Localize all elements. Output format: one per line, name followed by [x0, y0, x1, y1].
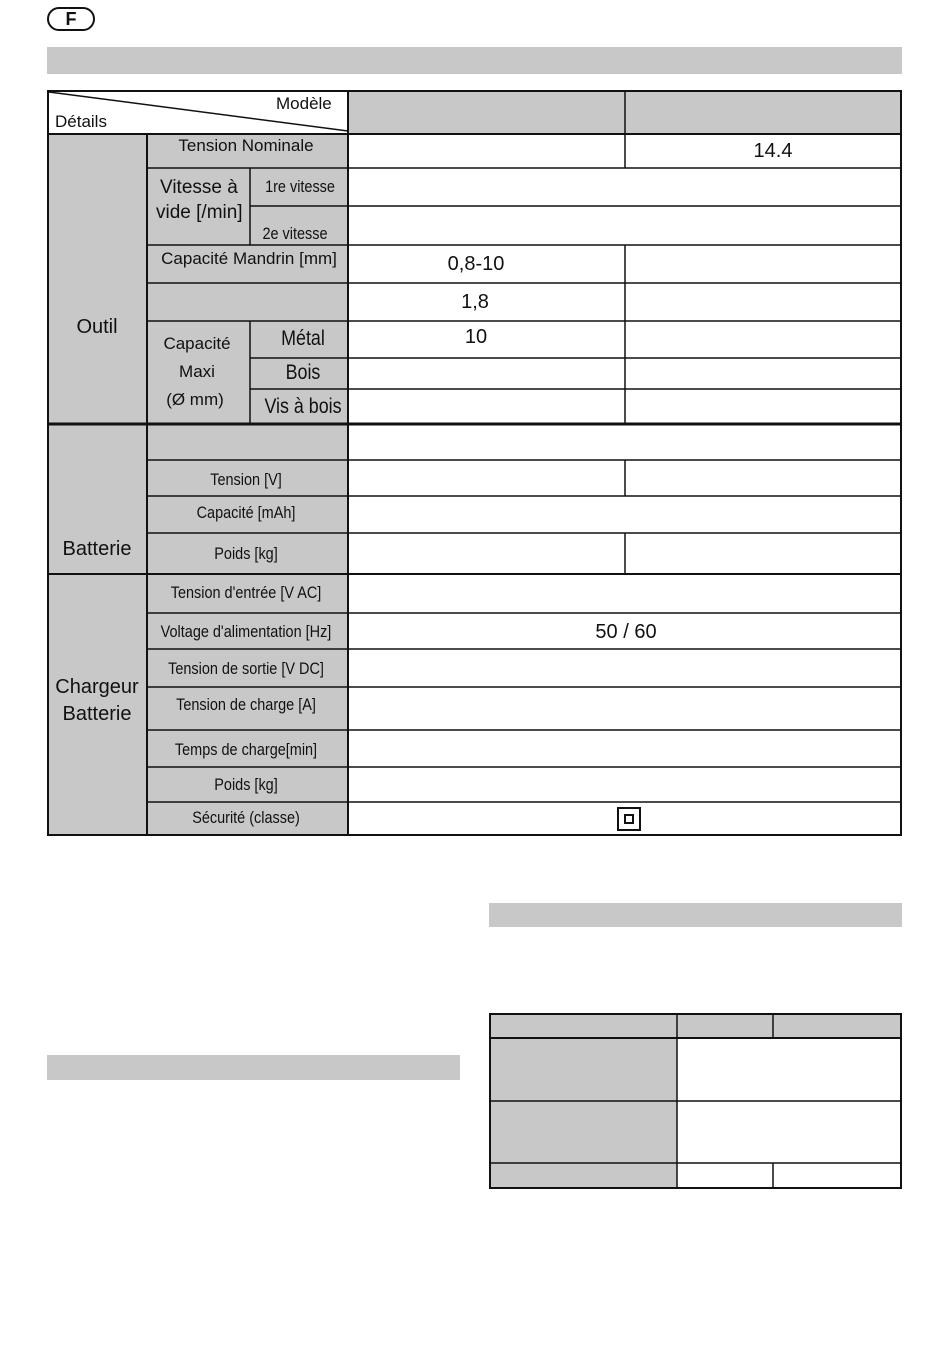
row-label-poids-batterie: Poids [kg]: [214, 544, 278, 563]
row-label-capacite-maxi-1: Capacité: [163, 334, 231, 353]
small-table-grid: [489, 1013, 902, 1189]
row-label-capacite-mah: Capacité [mAh]: [196, 503, 296, 522]
row-label-2e-vitesse: 2e vitesse: [262, 224, 328, 243]
group-label-chargeur-batterie: Batterie: [62, 703, 132, 725]
row-label-voltage-alimentation: Voltage d'alimentation [Hz]: [160, 622, 332, 641]
group-label-outil: Outil: [76, 316, 118, 338]
value-unlabeled-row: 1,8: [461, 291, 489, 313]
corner-details-label: Détails: [55, 112, 107, 131]
value-metal: 10: [464, 326, 488, 348]
corner-model-label: Modèle: [276, 94, 332, 113]
value-tension-nominale: 14.4: [753, 140, 793, 162]
section-header-bar-top: [47, 47, 902, 74]
group-label-batterie: Batterie: [62, 538, 132, 560]
row-label-temps-charge: Temps de charge[min]: [174, 740, 318, 759]
row-label-vitesse-2: vide [/min]: [156, 202, 243, 223]
row-label-tension-v: Tension [V]: [210, 470, 282, 489]
row-label-tension-entree: Tension d'entrée [V AC]: [170, 583, 322, 602]
small-table: [489, 1013, 902, 1189]
row-label-tension-sortie: Tension de sortie [V DC]: [168, 659, 324, 678]
row-label-tension-nominale: Tension Nominale: [178, 136, 314, 155]
row-label-vis-a-bois: Vis à bois: [264, 395, 342, 418]
row-label-vitesse-1: Vitesse à: [160, 177, 238, 198]
section-header-bar-right: [489, 903, 902, 927]
group-label-chargeur: Chargeur: [55, 676, 139, 698]
language-badge: F: [47, 7, 95, 31]
value-capacite-mandrin: 0,8-10: [447, 253, 505, 275]
row-label-1re-vitesse: 1re vitesse: [265, 177, 335, 196]
value-voltage-alimentation: 50 / 60: [595, 621, 657, 643]
row-label-bois: Bois: [285, 361, 321, 384]
row-label-poids-chargeur: Poids [kg]: [214, 775, 278, 794]
specifications-table: [47, 90, 902, 836]
row-label-capacite-maxi-3: (Ø mm): [166, 390, 224, 409]
double-square-icon: [617, 807, 641, 831]
row-label-capacite-mandrin: Capacité Mandrin [mm]: [161, 249, 337, 268]
row-label-tension-charge: Tension de charge [A]: [176, 695, 316, 714]
row-label-capacite-maxi-2: Maxi: [179, 362, 215, 381]
section-header-bar-left: [47, 1055, 460, 1080]
row-label-metal: Métal: [281, 327, 325, 350]
row-label-securite: Sécurité (classe): [192, 808, 300, 827]
